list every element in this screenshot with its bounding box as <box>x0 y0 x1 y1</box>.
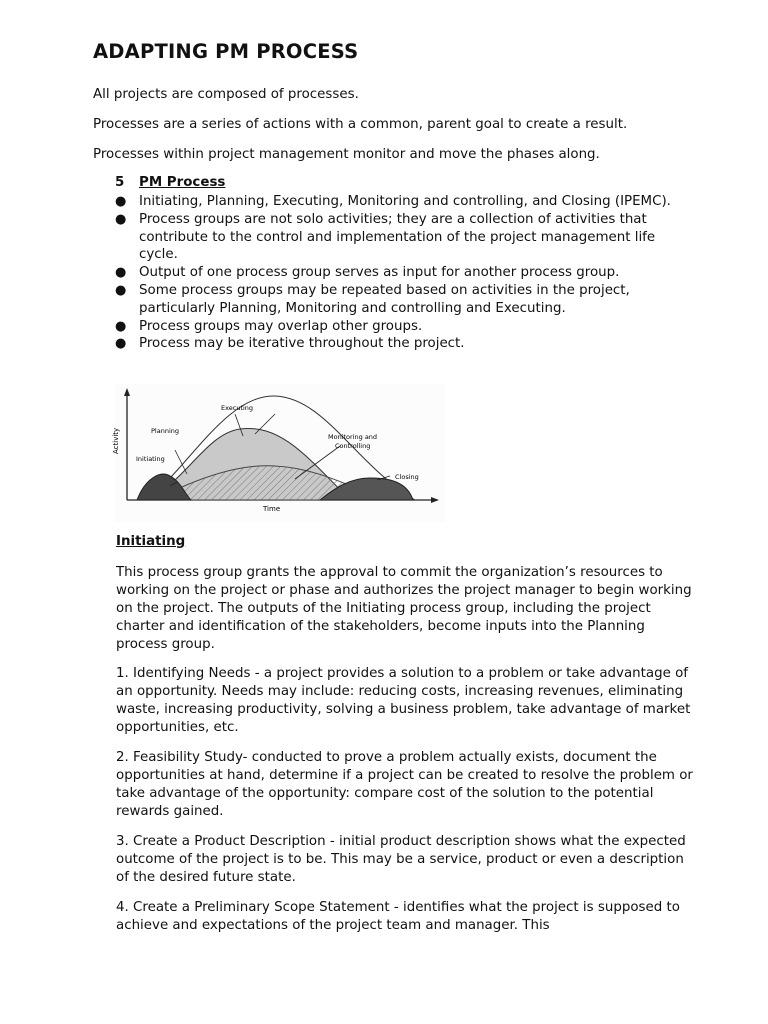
process-group-figure <box>112 384 445 522</box>
initiating-paragraph: 2. Feasibility Study- conducted to prove a problem actually exists, document the opportunities at hand, determine if a project can be created to resolve the problem or take advantage of the opportunity: compare cost of the solution to the potential rewards gained. <box>116 750 693 820</box>
label-closing: Closing <box>395 473 419 481</box>
label-monitoring-line1: Monitoring and <box>328 433 378 441</box>
list-item: ● Process groups are not solo activities; they are a collection of activities that contribute to the control and implementation of the project management life cycle. <box>115 211 656 263</box>
bullet-icon: ● <box>115 318 127 334</box>
label-executing: Executing <box>221 404 254 412</box>
bullet-icon: ● <box>115 336 127 352</box>
bullet-icon: ● <box>115 282 127 298</box>
bullet-icon: ● <box>115 194 127 209</box>
process-overlap-diagram <box>112 384 445 522</box>
list-item: ● Some process groups may be repeated based on activities in the project, particularly Planning, Monitoring and controlling and Executing. <box>115 282 630 316</box>
intro-paragraph: Processes are a series of actions with a common, parent goal to create a result. <box>93 117 628 132</box>
list-item: ● Process groups may overlap other groups. <box>115 318 423 334</box>
list-item: ● Process may be iterative throughout the project. <box>115 336 465 352</box>
page-title: ADAPTING PM PROCESS <box>93 40 359 63</box>
label-initiating: Initiating <box>136 455 165 463</box>
bullet-icon: ● <box>115 265 127 281</box>
list-item: ● Output of one process group serves as input for another process group. <box>115 265 620 281</box>
section-heading <box>115 175 225 190</box>
intro-paragraph: All projects are composed of processes. <box>93 87 359 102</box>
initiating-heading: Initiating <box>116 534 186 549</box>
list-item: ● Initiating, Planning, Executing, Monitoring and controlling, and Closing (IPEMC). <box>115 194 671 209</box>
initiating-paragraph: 1. Identifying Needs - a project provides a solution to a problem or take advantage of an opportunity. Needs may include: reducing costs, increasing revenues, eliminating waste, increasing productivity, solving a business problem, take advantage of market opportunities, etc. <box>116 666 691 736</box>
y-axis-label: Activity <box>112 427 120 454</box>
initiating-paragraph: This process group grants the approval to commit the organization’s resources to working on the project or phase and authorizes the project manager to begin working on the project. The outputs of the Initiating process group, including the project charter and identification of the stakeholders, become inputs into the Planning process group. <box>116 565 692 653</box>
x-axis-label: Time <box>263 505 281 513</box>
bullet-icon: ● <box>115 211 127 227</box>
label-planning: Planning <box>151 427 179 435</box>
bullet-list <box>115 193 675 353</box>
label-monitoring-line2: Controlling <box>335 442 371 450</box>
section-number: 5 <box>115 175 125 190</box>
initiating-paragraph: 3. Create a Product Description - initial product description shows what the expected outcome of the project is to be. This may be a service, product or even a description of the desired future state. <box>116 834 686 886</box>
section-label: PM Process <box>139 175 226 190</box>
initiating-paragraph: 4. Create a Preliminary Scope Statement - identifies what the project is supposed to achieve and expectations of the project team and manager. This <box>116 900 680 934</box>
intro-paragraph: Processes within project management monitor and move the phases along. <box>93 147 600 162</box>
